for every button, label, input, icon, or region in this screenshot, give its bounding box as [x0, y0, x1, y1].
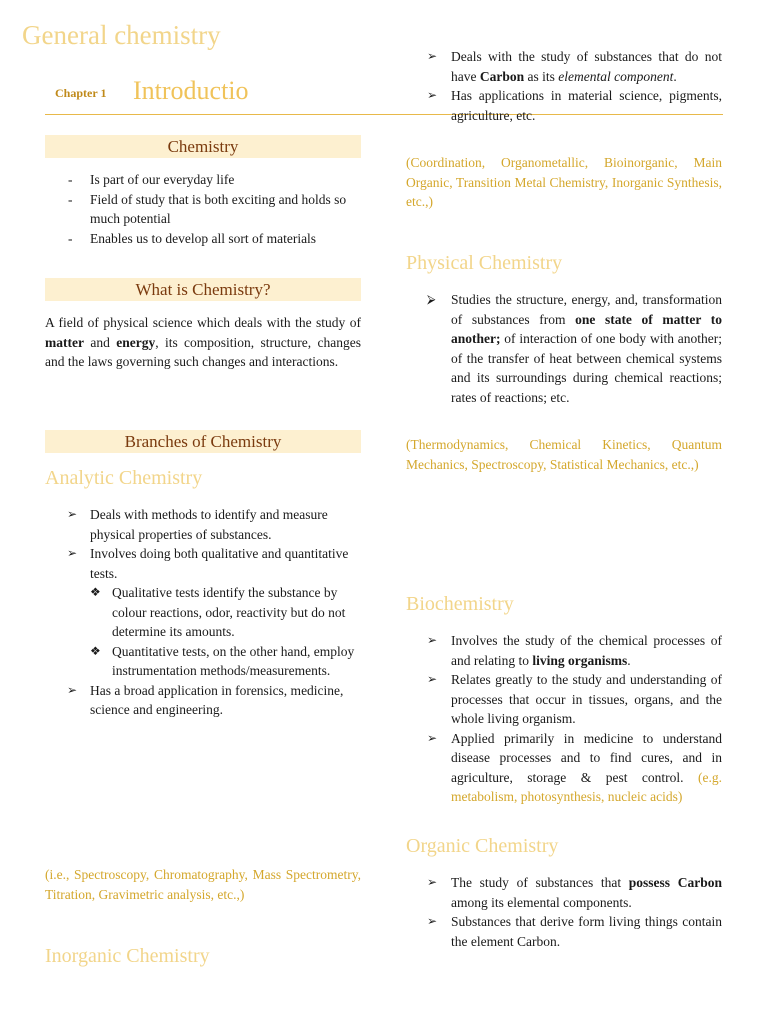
what-is-chemistry-heading: What is Chemistry?	[45, 278, 361, 301]
diamond-bullet-icon: ❖	[90, 643, 101, 658]
chapter-title: Introductio	[133, 76, 249, 105]
list-item: ➢ Relates greatly to the study and understanding of processes that occur in tissues, organs, and the whole living organism.	[427, 672, 722, 726]
arrow-bullet-icon: ➢	[427, 633, 438, 647]
arrow-bullet-icon: ➢	[427, 672, 438, 686]
list-item: ➢ The study of substances that possess Carbon among its elemental components.	[427, 875, 722, 910]
biochemistry-heading: Biochemistry	[406, 593, 514, 615]
list-item: ➢ Has a broad application in forensics, medicine, science and engineering.	[67, 682, 344, 717]
physical-examples: (Thermodynamics, Chemical Kinetics, Quantum Mechanics, Spectroscopy, Statistical Mechanics, etc.,)	[406, 437, 722, 472]
list-item: ❖ Qualitative tests identify the substance by colour reactions, odor, reactivity but do not determine its amounts.	[90, 585, 346, 639]
list-item: ⮚ Studies the structure, energy, and, transformation of substances from one state of matter to another; of interaction of one body with another; of the transfer of heat between chemical systems and its surroundings during chemical reactions; rates of reactions; etc.	[427, 292, 722, 405]
list-item: - Field of study that is both exciting and holds so much potential	[45, 190, 363, 229]
analytic-examples: (i.e., Spectroscopy, Chromatography, Mass Spectrometry, Titration, Gravimetric analysis, etc.,)	[45, 867, 361, 902]
chemistry-list	[45, 170, 363, 248]
arrow-bullet-icon: ➢	[67, 507, 78, 521]
list-item: ➢ Substances that derive form living things contain the element Carbon.	[427, 914, 722, 949]
inorganic-examples: (Coordination, Organometallic, Bioinorganic, Main Organic, Transition Metal Chemistry, Inorganic Synthesis, etc.,)	[406, 155, 722, 209]
physical-list	[406, 290, 722, 407]
organic-heading: Organic Chemistry	[406, 835, 559, 857]
branches-heading: Branches of Chemistry	[45, 430, 361, 453]
list-item: ➢ Deals with the study of substances that do not have Carbon as its elemental component.	[427, 49, 722, 84]
inorganic-list	[406, 47, 722, 125]
biochemistry-list	[406, 631, 722, 807]
arrow-bullet-icon: ➢	[427, 88, 438, 102]
physical-heading: Physical Chemistry	[406, 252, 563, 274]
chapter-label: Chapter 1	[55, 86, 107, 100]
diamond-bullet-icon: ❖	[90, 585, 101, 599]
definition-paragraph: A field of physical science which deals with the study of matter and energy, its composition, structure, changes and the laws governing such changes and interactions.	[45, 315, 361, 369]
list-item: - Is part of our everyday life	[45, 170, 363, 190]
analytic-heading: Analytic Chemistry	[45, 467, 203, 489]
arrow-bullet-icon: ➢	[67, 682, 78, 697]
document-title: General chemistry	[22, 20, 221, 50]
header-rule-left	[45, 114, 363, 115]
arrow-bullet-icon: ➢	[427, 730, 438, 745]
list-item: ➢ Has applications in material science, pigments, agriculture, etc.	[427, 88, 722, 123]
list-item: - Enables us to develop all sort of materials	[45, 229, 363, 249]
list-item: ➢ Applied primarily in medicine to understand disease processes and to find cures, and in agriculture, storage & pest control. (e.g. metabolism, photosynthesis, nucleic acids)	[427, 730, 722, 804]
list-item: ➢ Involves the study of the chemical processes of and relating to living organisms.	[427, 633, 722, 668]
arrow-bullet-icon: ➢	[427, 875, 438, 889]
inorganic-heading: Inorganic Chemistry	[45, 945, 210, 967]
list-item: ➢ Deals with methods to identify and measure physical properties of substances.	[67, 507, 328, 542]
arrow-bullet-icon: ➢	[427, 914, 438, 928]
list-item: ❖ Quantitative tests, on the other hand, employ instrumentation methods/measurements.	[90, 643, 355, 678]
analytic-list	[45, 505, 361, 720]
chemistry-heading: Chemistry	[45, 135, 361, 158]
organic-list	[406, 873, 722, 951]
list-item: ➢ Involves doing both qualitative and quantitative tests. ❖ Qualitative tests identify the substance by colour reactions, odor, reactivity but do not determine its amounts. ❖ Quantitative tests, on the other hand, employ instrumentation methods/measurements.	[45, 544, 361, 681]
arrow-bullet-icon: ⮚	[427, 292, 436, 306]
arrow-bullet-icon: ➢	[67, 546, 78, 560]
arrow-bullet-icon: ➢	[427, 49, 438, 63]
